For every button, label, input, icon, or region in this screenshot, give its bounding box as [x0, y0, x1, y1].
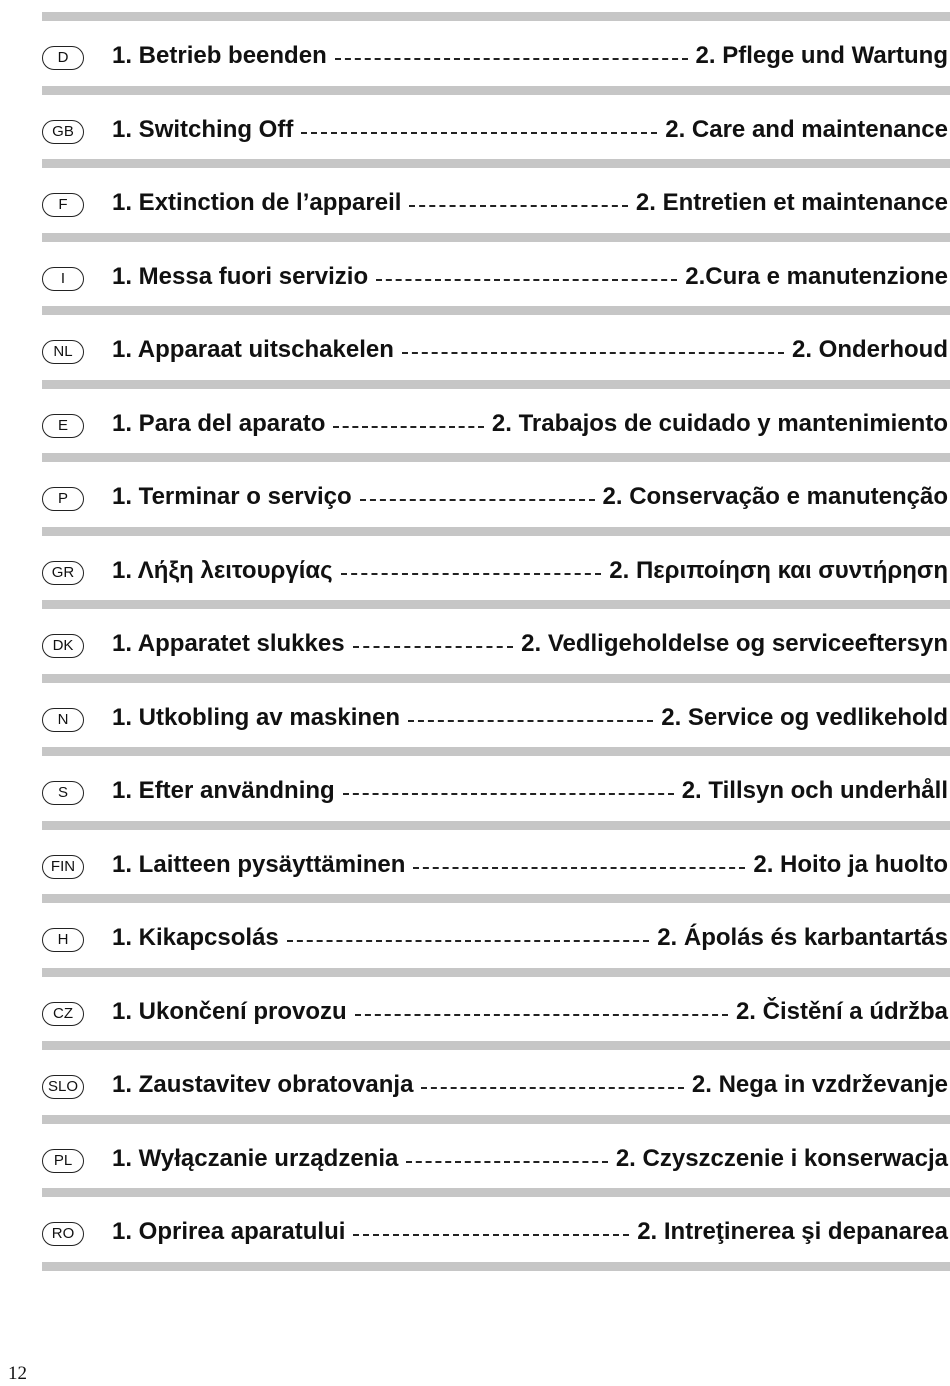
language-code-badge: RO — [42, 1222, 84, 1246]
divider-bar — [42, 306, 950, 315]
toc-entry — [112, 330, 948, 370]
language-code-badge: F — [42, 193, 84, 217]
section-2-title: 2. Entretien et maintenance — [635, 189, 948, 216]
divider-bar — [42, 747, 950, 756]
section-2-title: 2. Pflege und Wartung — [695, 42, 948, 69]
section-1-title: 1. Terminar o serviço — [112, 483, 352, 510]
page-number: 12 — [8, 1363, 27, 1384]
language-row — [0, 821, 950, 895]
dashed-leader — [409, 205, 628, 207]
section-1-title: 1. Betrieb beenden — [112, 42, 327, 69]
language-code-badge: DK — [42, 634, 84, 658]
language-row — [0, 1188, 950, 1262]
toc-entry — [112, 1212, 948, 1252]
divider-bar — [42, 12, 950, 21]
toc-entry — [112, 624, 948, 664]
dashed-leader — [333, 426, 483, 428]
language-row — [0, 527, 950, 601]
divider-bar — [42, 159, 950, 168]
dashed-leader — [402, 352, 784, 354]
section-2-title: 2. Intreţinerea şi depanarea — [637, 1218, 948, 1245]
divider-bar — [42, 600, 950, 609]
language-code-badge: P — [42, 487, 84, 511]
section-2-title: 2. Conservação e manutenção — [602, 483, 948, 510]
section-1-title: 1. Kikapcsolás — [112, 924, 279, 951]
divider-bar — [42, 894, 950, 903]
section-1-title: 1. Efter användning — [112, 777, 335, 804]
section-2-title: 2. Tillsyn och underhåll — [681, 777, 948, 804]
language-row — [0, 86, 950, 160]
section-1-title: 1. Switching Off — [112, 115, 294, 143]
toc-entry — [112, 1139, 948, 1179]
divider-bar — [42, 821, 950, 830]
dashed-leader — [355, 1014, 728, 1016]
language-row — [0, 159, 950, 233]
divider-bar — [42, 1115, 950, 1124]
section-1-title: 1. Apparatet slukkes — [112, 630, 345, 657]
section-1-title: 1. Zaustavitev obratovanja — [112, 1071, 414, 1098]
section-2-title: 2. Care and maintenance — [665, 115, 948, 143]
language-code-badge: H — [42, 928, 84, 952]
toc-entry — [112, 1065, 948, 1105]
section-2-title: 2. Service og vedlikehold — [661, 703, 948, 731]
section-1-title: 1. Λήξη λειτουργίας — [112, 556, 333, 584]
toc-entry — [112, 918, 948, 958]
dashed-leader — [376, 279, 677, 281]
language-row — [0, 1041, 950, 1115]
divider-bar — [42, 674, 950, 683]
language-code-badge: D — [42, 46, 84, 70]
language-code-badge: GR — [42, 561, 84, 585]
divider-bar — [42, 233, 950, 242]
language-row — [0, 600, 950, 674]
section-1-title: 1. Utkobling av maskinen — [112, 703, 401, 731]
dashed-leader — [408, 720, 653, 722]
divider-bar — [42, 1188, 950, 1197]
language-row — [0, 453, 950, 527]
language-row — [0, 674, 950, 748]
language-row — [0, 233, 950, 307]
dashed-leader — [421, 1087, 683, 1089]
section-1-title: 1. Ukončení provozu — [112, 997, 347, 1025]
toc-entry — [112, 551, 948, 591]
section-2-title: 2. Vedligeholdelse og serviceeftersyn — [521, 630, 948, 657]
toc-entry — [112, 257, 948, 297]
section-1-title: 1. Laitteen pysäyttäminen — [112, 850, 406, 878]
language-code-badge: E — [42, 414, 84, 438]
dashed-leader — [406, 1161, 607, 1163]
language-code-badge: CZ — [42, 1002, 84, 1026]
section-1-title: 1. Apparaat uitschakelen — [112, 336, 394, 363]
divider-bar — [42, 380, 950, 389]
toc-entry — [112, 992, 948, 1032]
section-2-title: 2.Cura e manutenzione — [685, 262, 948, 290]
language-code-badge: PL — [42, 1149, 84, 1173]
divider-bar — [42, 968, 950, 977]
dashed-leader — [353, 646, 514, 648]
language-code-badge: N — [42, 708, 84, 732]
section-2-title: 2. Nega in vzdrževanje — [691, 1071, 948, 1098]
language-code-badge: GB — [42, 120, 84, 144]
divider-bar — [42, 1262, 950, 1271]
section-1-title: 1. Messa fuori servizio — [112, 262, 369, 290]
language-code-badge: NL — [42, 340, 84, 364]
toc-entry — [112, 404, 948, 444]
section-2-title: 2. Περιποίηση και συντήρηση — [609, 556, 948, 584]
divider-bar — [42, 453, 950, 462]
section-2-title: 2. Czyszczenie i konserwacja — [615, 1144, 948, 1172]
toc-entry — [112, 845, 948, 885]
dashed-leader — [360, 499, 595, 501]
language-row — [0, 968, 950, 1042]
language-code-badge: SLO — [42, 1075, 84, 1099]
divider-bar — [42, 527, 950, 536]
language-code-badge: I — [42, 267, 84, 291]
toc-entry — [112, 698, 948, 738]
section-2-title: 2. Trabajos de cuidado y mantenimiento — [491, 409, 948, 437]
dashed-leader — [287, 940, 649, 942]
dashed-leader — [301, 132, 657, 134]
language-code-badge: FIN — [42, 855, 84, 879]
language-row — [0, 12, 950, 86]
dashed-leader — [413, 867, 745, 869]
toc-entry — [112, 477, 948, 517]
divider-bar — [42, 86, 950, 95]
dashed-leader — [353, 1234, 629, 1236]
language-row — [0, 894, 950, 968]
section-1-title: 1. Oprirea aparatului — [112, 1218, 346, 1245]
toc-entry — [112, 183, 948, 223]
dashed-leader — [335, 58, 688, 60]
section-2-title: 2. Čistění a údržba — [735, 997, 948, 1025]
section-1-title: 1. Extinction de l’appareil — [112, 189, 402, 216]
section-1-title: 1. Para del aparato — [112, 409, 326, 437]
section-2-title: 2. Onderhoud — [792, 336, 948, 363]
dashed-leader — [343, 793, 674, 795]
language-row — [0, 747, 950, 821]
section-2-title: 2. Hoito ja huolto — [753, 850, 948, 878]
toc-entry — [112, 36, 948, 76]
dashed-leader — [341, 573, 602, 575]
toc-entry — [112, 110, 948, 150]
language-row — [0, 380, 950, 454]
language-row — [0, 306, 950, 380]
section-2-title: 2. Ápolás és karbantartás — [657, 924, 948, 951]
language-row — [0, 1115, 950, 1189]
language-code-badge: S — [42, 781, 84, 805]
divider-bar — [42, 1041, 950, 1050]
toc-entry — [112, 771, 948, 811]
section-1-title: 1. Wyłączanie urządzenia — [112, 1144, 399, 1172]
